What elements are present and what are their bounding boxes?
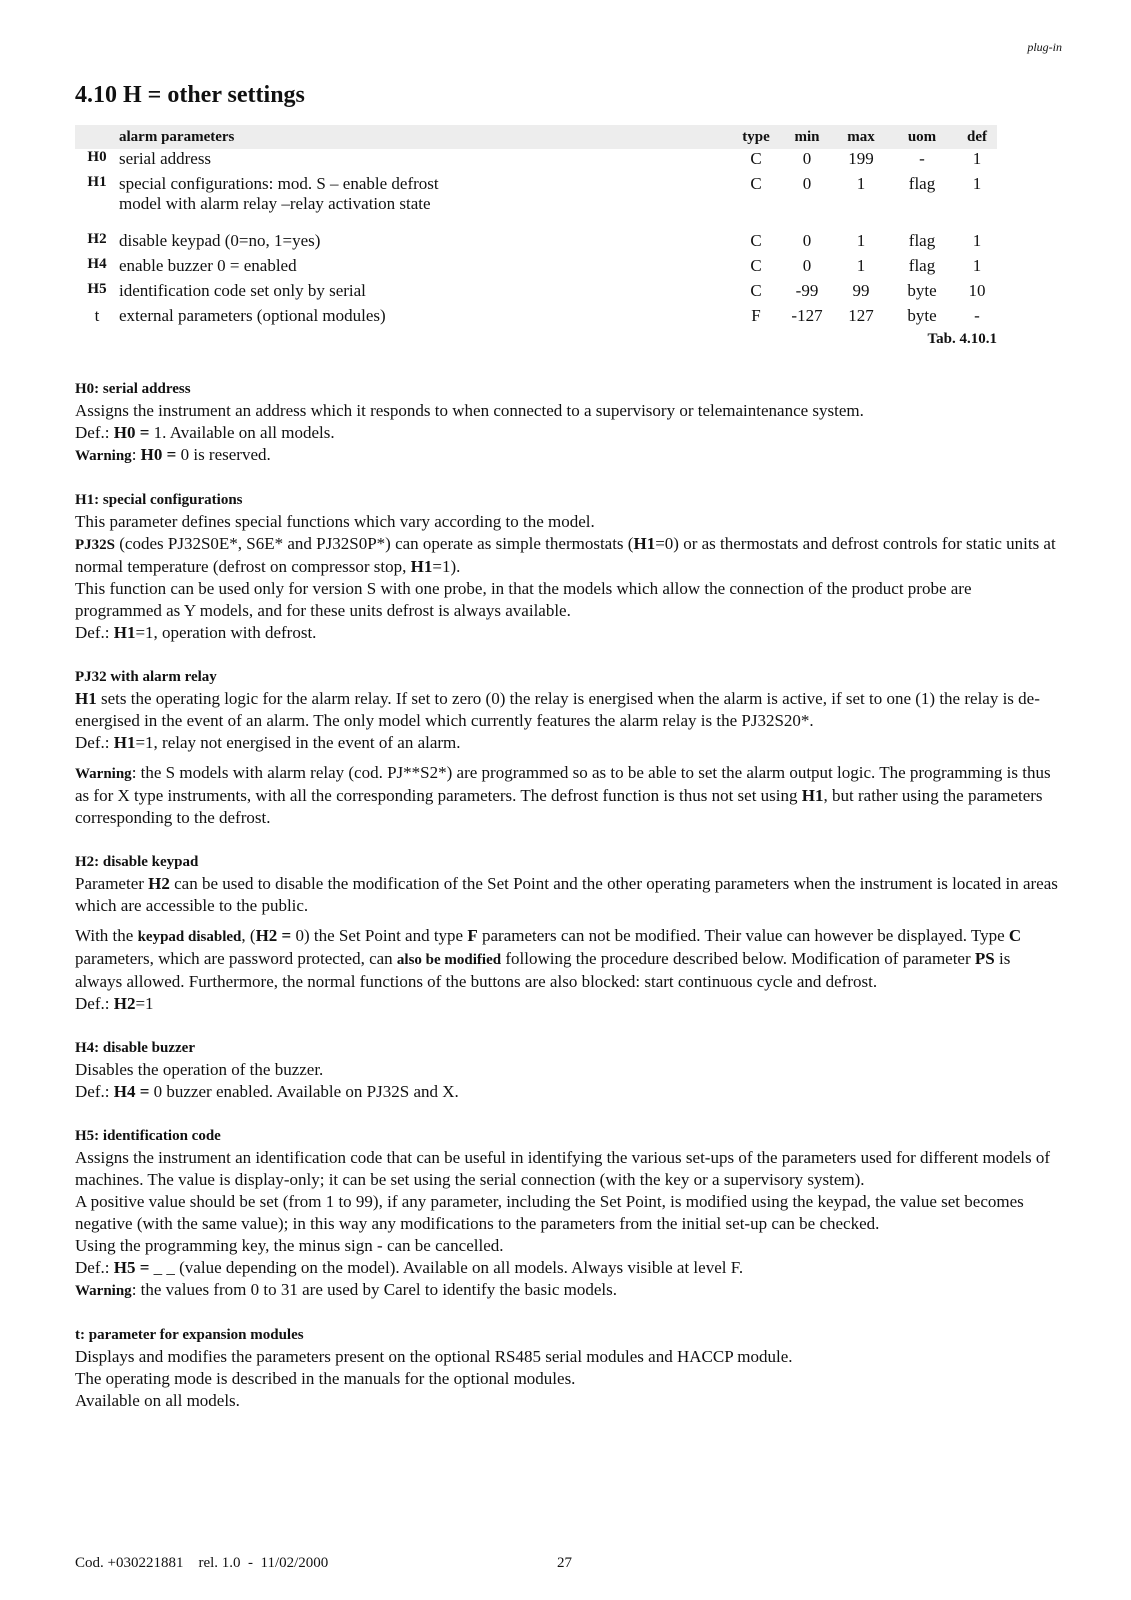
t-heading: t: parameter for expansion modules [75, 1327, 304, 1343]
def-key: H1 [113, 623, 136, 642]
row-def: 1 [972, 231, 982, 250]
row-code: H5 [87, 281, 107, 297]
pj32s-key: PJ32S [75, 537, 116, 553]
row-max: 199 [848, 149, 874, 168]
keypad-disabled-key: keypad disabled [137, 929, 242, 945]
h4-description: Disables the operation of the buzzer. [75, 1060, 324, 1079]
text: following the procedure described below. Modification of parameter [501, 949, 975, 968]
def-prefix: Def.: [75, 623, 114, 642]
h2-key: H2 = [255, 926, 292, 945]
row-def: 1 [972, 149, 982, 168]
def-rest: _ _ (value depending on the model). Available on all models. Always visible at level F. [149, 1258, 744, 1277]
page-number: 27 [557, 1555, 572, 1571]
c-key: C [1008, 926, 1022, 945]
row-code: H2 [87, 231, 107, 247]
header-type: type [733, 125, 779, 149]
h0-heading: H0: serial address [75, 381, 191, 397]
def-key: H1 [113, 733, 136, 752]
row-max: 1 [856, 231, 866, 250]
table-row [75, 281, 997, 306]
row-type: C [750, 281, 762, 300]
text: parameters can not be modified. Their value can however be displayed. Type [477, 926, 1009, 945]
warning-rest: : the values from 0 to 31 are used by Carel to identify the basic models. [131, 1280, 618, 1299]
warning-label: Warning [75, 1283, 132, 1299]
row-def: 1 [972, 256, 982, 275]
t-operating-mode: The operating mode is described in the manuals for the optional modules. [75, 1369, 576, 1388]
table-row [75, 306, 997, 331]
text: is always allowed. Furthermore, the normal functions of the buttons are also blocked: start continuous cycle and defrost. [75, 949, 1011, 991]
h5-warning [75, 1279, 1060, 1302]
table-caption-row [75, 331, 997, 356]
header-tag: plug-in [1027, 40, 1062, 54]
header-code [75, 125, 119, 149]
table-row [75, 256, 997, 281]
parameters-table [75, 125, 997, 356]
def-key: H4 = [113, 1082, 150, 1101]
warning-label: Warning [75, 448, 132, 464]
row-desc: serial address [119, 149, 212, 168]
h0-default [75, 422, 1060, 444]
def-prefix: Def.: [75, 733, 114, 752]
def-key: H0 = [113, 423, 150, 442]
text: 0) the Set Point and type [291, 926, 468, 945]
row-def: 10 [968, 281, 986, 300]
pj32-description [75, 688, 1060, 732]
row-max: 99 [852, 281, 870, 300]
def-rest: 1. Available on all models. [149, 423, 335, 442]
row-type: C [750, 231, 762, 250]
warning-key: H1 [801, 786, 824, 805]
t-availability: Available on all models. [75, 1391, 240, 1410]
h2-keypad-note [75, 925, 1060, 993]
row-desc-line2: model with alarm relay –relay activation state [119, 194, 431, 213]
row-min: 0 [802, 231, 812, 250]
h1-description: This parameter defines special functions which vary according to the model. [75, 512, 595, 531]
h2-text-b: can be used to disable the modification of the Set Point and the other operating parameters when the instrument is located in areas which are accessible to the public. [75, 874, 1058, 915]
row-desc: disable keypad (0=no, 1=yes) [119, 231, 321, 250]
warning-text-a: : the S models with alarm relay (cod. PJ**S2*) are programmed so as to be able to set the alarm output logic. The programming is thus as for X type instruments, with all the corresponding parameters. The defrost function is thus not set using [75, 763, 1051, 805]
def-rest: =1, relay not energised in the event of an alarm. [135, 733, 461, 752]
body-text [75, 378, 1060, 1412]
def-rest: =1 [135, 994, 154, 1013]
f-key: F [467, 926, 478, 945]
row-code: t [94, 306, 100, 325]
row-desc: external parameters (optional modules) [119, 306, 386, 325]
h1-heading: H1: special configurations [75, 492, 243, 508]
row-uom: flag [908, 231, 936, 250]
table-row [75, 149, 997, 174]
h1-version-note: This function can be used only for version S with one probe, in that the models which allow the connection of the product probe are programmed as Y models, and for these units defrost is always available. [75, 579, 972, 620]
row-max: 127 [848, 306, 874, 325]
h4-default [75, 1081, 1060, 1103]
pj32-warning [75, 762, 1060, 829]
footer-code-text: Cod. +030221881 rel. 1.0 - 11/02/2000 [75, 1555, 329, 1571]
h2-text-a: Parameter [75, 874, 149, 893]
row-type: C [750, 149, 762, 168]
row-desc: enable buzzer 0 = enabled [119, 256, 297, 275]
warning-sep: : [131, 445, 141, 464]
row-def: - [974, 306, 980, 325]
pj32-default [75, 732, 1060, 754]
row-max: 1 [856, 174, 866, 193]
table-row [75, 231, 997, 256]
row-desc-line1: special configurations: mod. S – enable defrost [119, 174, 439, 193]
h5-default [75, 1257, 1060, 1279]
h5-description: Assigns the instrument an identification code that can be useful in identifying the various set-ups of the parameters used for different models of machines. The value is display-only; it can be set using the serial connection (with the key or a supervisory system). [75, 1148, 1051, 1189]
header-def: def [957, 125, 997, 149]
h5-minus-sign: Using the programming key, the minus sign - can be cancelled. [75, 1236, 504, 1255]
also-modified-key: also be modified [396, 952, 502, 968]
t-description: Displays and modifies the parameters present on the optional RS485 serial modules and HACCP module. [75, 1347, 793, 1366]
warning-text-b: , but rather using the parameters corresponding to the defrost. [75, 786, 1043, 827]
h1-key: H1 [75, 689, 97, 708]
def-key: H5 = [113, 1258, 150, 1277]
def-key: H2 [113, 994, 136, 1013]
h1-key: H1 [410, 557, 433, 576]
h2-key: H2 [148, 874, 170, 893]
row-type: F [751, 306, 761, 325]
h5-positive-value: A positive value should be set (from 1 to 99), if any parameter, including the Set Point, is modified using the keypad, the value set becomes negative (with the same value); in this way any modifications to the parameters from the initial set-up can be checked. [75, 1192, 1024, 1233]
row-code: H4 [87, 256, 107, 272]
table-caption: Tab. 4.10.1 [927, 331, 997, 347]
row-desc: identification code set only by serial [119, 281, 366, 300]
table-header-row [75, 125, 997, 149]
row-uom: flag [908, 256, 936, 275]
footer-code [75, 1555, 328, 1572]
row-code: H0 [87, 149, 107, 165]
table-row [75, 174, 997, 231]
def-prefix: Def.: [75, 994, 114, 1013]
h1-text-a: (codes PJ32S0E*, S6E* and PJ32S0P*) can operate as simple thermostats ( [115, 534, 634, 553]
pj32-heading: PJ32 with alarm relay [75, 669, 217, 685]
h1-text-c: =1). [432, 557, 461, 576]
warning-rest: 0 is reserved. [176, 445, 271, 464]
row-uom: byte [907, 281, 937, 300]
row-uom: flag [908, 174, 936, 193]
def-prefix: Def.: [75, 1082, 114, 1101]
h2-heading: H2: disable keypad [75, 854, 199, 870]
row-min: -127 [791, 306, 823, 325]
row-min: 0 [802, 174, 812, 193]
section-title: 4.10 H = other settings [75, 82, 305, 108]
def-rest: 0 buzzer enabled. Available on PJ32S and X. [149, 1082, 459, 1101]
row-uom: byte [907, 306, 937, 325]
h4-heading: H4: disable buzzer [75, 1040, 195, 1056]
text: , ( [241, 926, 256, 945]
text: With the [75, 926, 138, 945]
ps-key: PS [974, 949, 995, 968]
row-min: 0 [802, 256, 812, 275]
h1-default [75, 622, 1060, 644]
row-def: 1 [972, 174, 982, 193]
h0-description: Assigns the instrument an address which it responds to when connected to a supervisory or telemaintenance system. [75, 401, 864, 420]
header-desc: alarm parameters [119, 125, 733, 149]
row-code: H1 [87, 174, 107, 190]
row-max: 1 [856, 256, 866, 275]
h0-warning [75, 444, 1060, 467]
row-type: C [750, 256, 762, 275]
warning-label: Warning [75, 766, 132, 782]
def-prefix: Def.: [75, 423, 114, 442]
def-rest: =1, operation with defrost. [135, 623, 317, 642]
row-type: C [750, 174, 762, 193]
def-prefix: Def.: [75, 1258, 114, 1277]
pj32-text: sets the operating logic for the alarm relay. If set to zero (0) the relay is energised when the alarm is active, if set to one (1) the relay is de-energised in the event of an alarm. The only model which currently features the alarm relay is the PJ32S20*. [75, 689, 1040, 730]
row-min: 0 [802, 149, 812, 168]
warning-key: H0 = [140, 445, 177, 464]
header-max: max [835, 125, 887, 149]
h5-heading: H5: identification code [75, 1128, 221, 1144]
row-min: -99 [795, 281, 819, 300]
h2-default [75, 993, 1060, 1015]
h1-key: H1 [633, 534, 656, 553]
row-desc [119, 174, 733, 231]
header-min: min [779, 125, 835, 149]
text: parameters, which are password protected, can [75, 949, 397, 968]
row-uom: - [919, 149, 925, 168]
h1-text-b: =0) or as thermostats and defrost controls for static units at normal temperature (defrost on compressor stop, [75, 534, 1056, 576]
h1-pj32s [75, 533, 1060, 578]
h2-description [75, 873, 1060, 917]
header-uom: uom [887, 125, 957, 149]
